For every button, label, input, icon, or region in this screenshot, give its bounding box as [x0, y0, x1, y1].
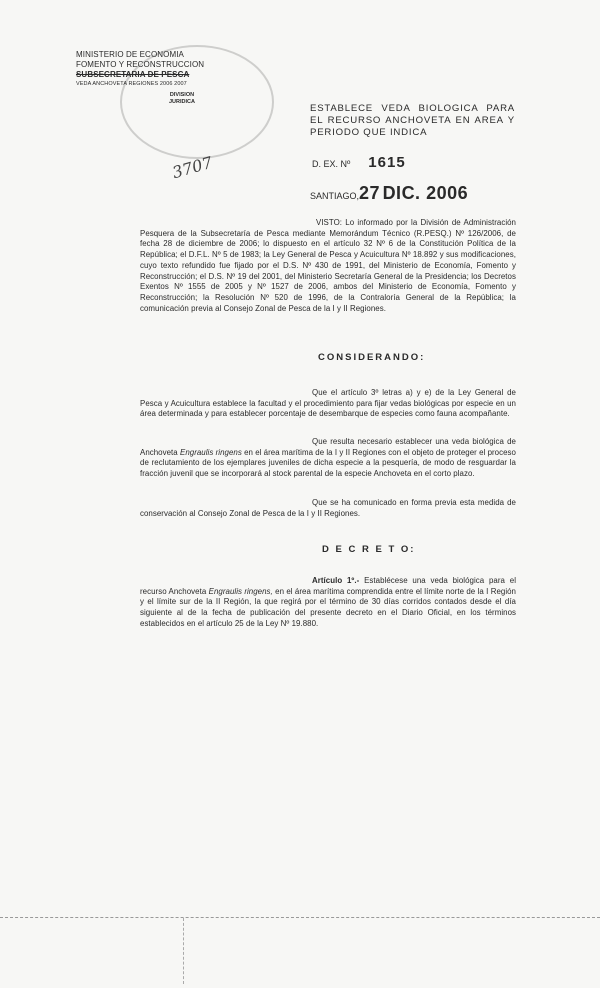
species-name: Engraulis ringens	[180, 447, 242, 457]
decree-number-label: D. EX. Nº	[312, 159, 351, 169]
handwritten-note: 3707	[170, 152, 215, 183]
seal-line-1: DIVISION	[169, 92, 195, 98]
ministry-line-1: MINISTERIO DE ECONOMIA	[76, 50, 184, 59]
article-1-text-b: en el área marítima comprendida entre el límite norte de la I Región y el límite sur de la II Región, la que regirá por el término de 30 días corridos contados desde el día siguiente al de la fecha de publicación del presente decreto en el Diario Oficial, en los términos establecidos en el artículo 25 de la Ley Nº 19.880.	[140, 586, 516, 628]
article-1-text-a: Establécese una veda biológica para el recurso Anchoveta	[140, 576, 516, 596]
date-city: SANTIAGO,	[310, 191, 360, 201]
ministry-line-3: SUBSECRETARIA DE PESCA	[76, 70, 190, 79]
ministry-header	[76, 50, 226, 88]
division-seal-text	[160, 92, 204, 106]
considerando-text-3: Que se ha comunicado en forma previa esta medida de conservación al Consejo Zonal de Pesca de la I y II Regiones.	[140, 498, 516, 518]
article-1-paragraph	[140, 576, 516, 630]
decreto-heading: D E C R E T O:	[322, 544, 416, 555]
page-bottom-rule	[0, 917, 600, 918]
decree-title: ESTABLECE VEDA BIOLOGICA PARA EL RECURSO ANCHOVETA EN AREA Y PERIODO QUE INDICA	[310, 103, 515, 138]
decree-number: 1615	[368, 154, 406, 171]
considerando-heading: CONSIDERANDO:	[318, 352, 426, 363]
date-day: 27	[359, 183, 381, 203]
article-species-name: Engraulis ringens,	[208, 586, 273, 596]
decree-date	[310, 183, 468, 204]
date-month-year: DIC. 2006	[382, 183, 469, 203]
considerando-text-1: Que el artículo 3º letras a) y e) de la Ley General de Pesca y Acuicultura establece la facultad y el procedimiento para fijar vedas biológicas por especie en un área determinada y para establecer porcentaje de desembarque de especies como fauna acompañante.	[140, 388, 516, 419]
seal-line-2: JURIDICA	[169, 99, 195, 105]
visto-lead: VISTO:	[316, 218, 343, 227]
visto-paragraph	[140, 218, 516, 314]
ministry-line-4: VEDA ANCHOVETA REGIONES 2006 2007	[76, 81, 187, 87]
decree-number-line	[312, 154, 406, 171]
considerando-text-2b: en el área marítima de la I y II Regiones con el objeto de proteger el proceso de reclutamiento de los ejemplares juveniles de dicha especie a la pesquería, de modo de resguardar la fracción juvenil que se incorporará al stock parental de la especie Anchoveta en el corto plazo.	[140, 447, 516, 479]
considerando-paragraph-2	[140, 437, 516, 480]
scan-margin-mark	[183, 918, 185, 984]
considerando-paragraph-1	[140, 388, 516, 420]
visto-text: Lo informado por la División de Administración Pesquera de la Subsecretaría de Pesca mediante Memorándum Técnico (R.PESQ.) Nº 126/2006, de fecha 28 de diciembre de 2006; lo dispuesto en el artículo 32 Nº 6 de la Constitución Política de la República; el D.F.L. Nº 5 de 1983; la Ley General de Pesca y Acuicultura Nº 18.892 y sus modificaciones, cuyo texto refundido fue fijado por el D.S. Nº 430 de 1991, del Ministerio de Economía, Fomento y Reconstrucción; el D.S. Nº 19 del 2001, del Ministerio Secretaría General de la Presidencia; los Decretos Exentos Nº 1555 de 2005 y Nº 1527 de 2006, ambos del Ministerio de Economía, Fomento y Reconstrucción; la Resolución Nº 520 de 1996, de la Contraloría General de la República; la comunicación previa al Consejo Zonal de Pesca de la I y II Regiones.	[140, 218, 516, 313]
article-1-label: Artículo 1º.-	[312, 576, 360, 585]
ministry-line-2: FOMENTO Y RECONSTRUCCION	[76, 60, 205, 69]
considerando-paragraph-3	[140, 498, 516, 519]
considerando-text-2a: Que resulta necesario establecer una veda biológica de Anchoveta	[140, 437, 516, 457]
